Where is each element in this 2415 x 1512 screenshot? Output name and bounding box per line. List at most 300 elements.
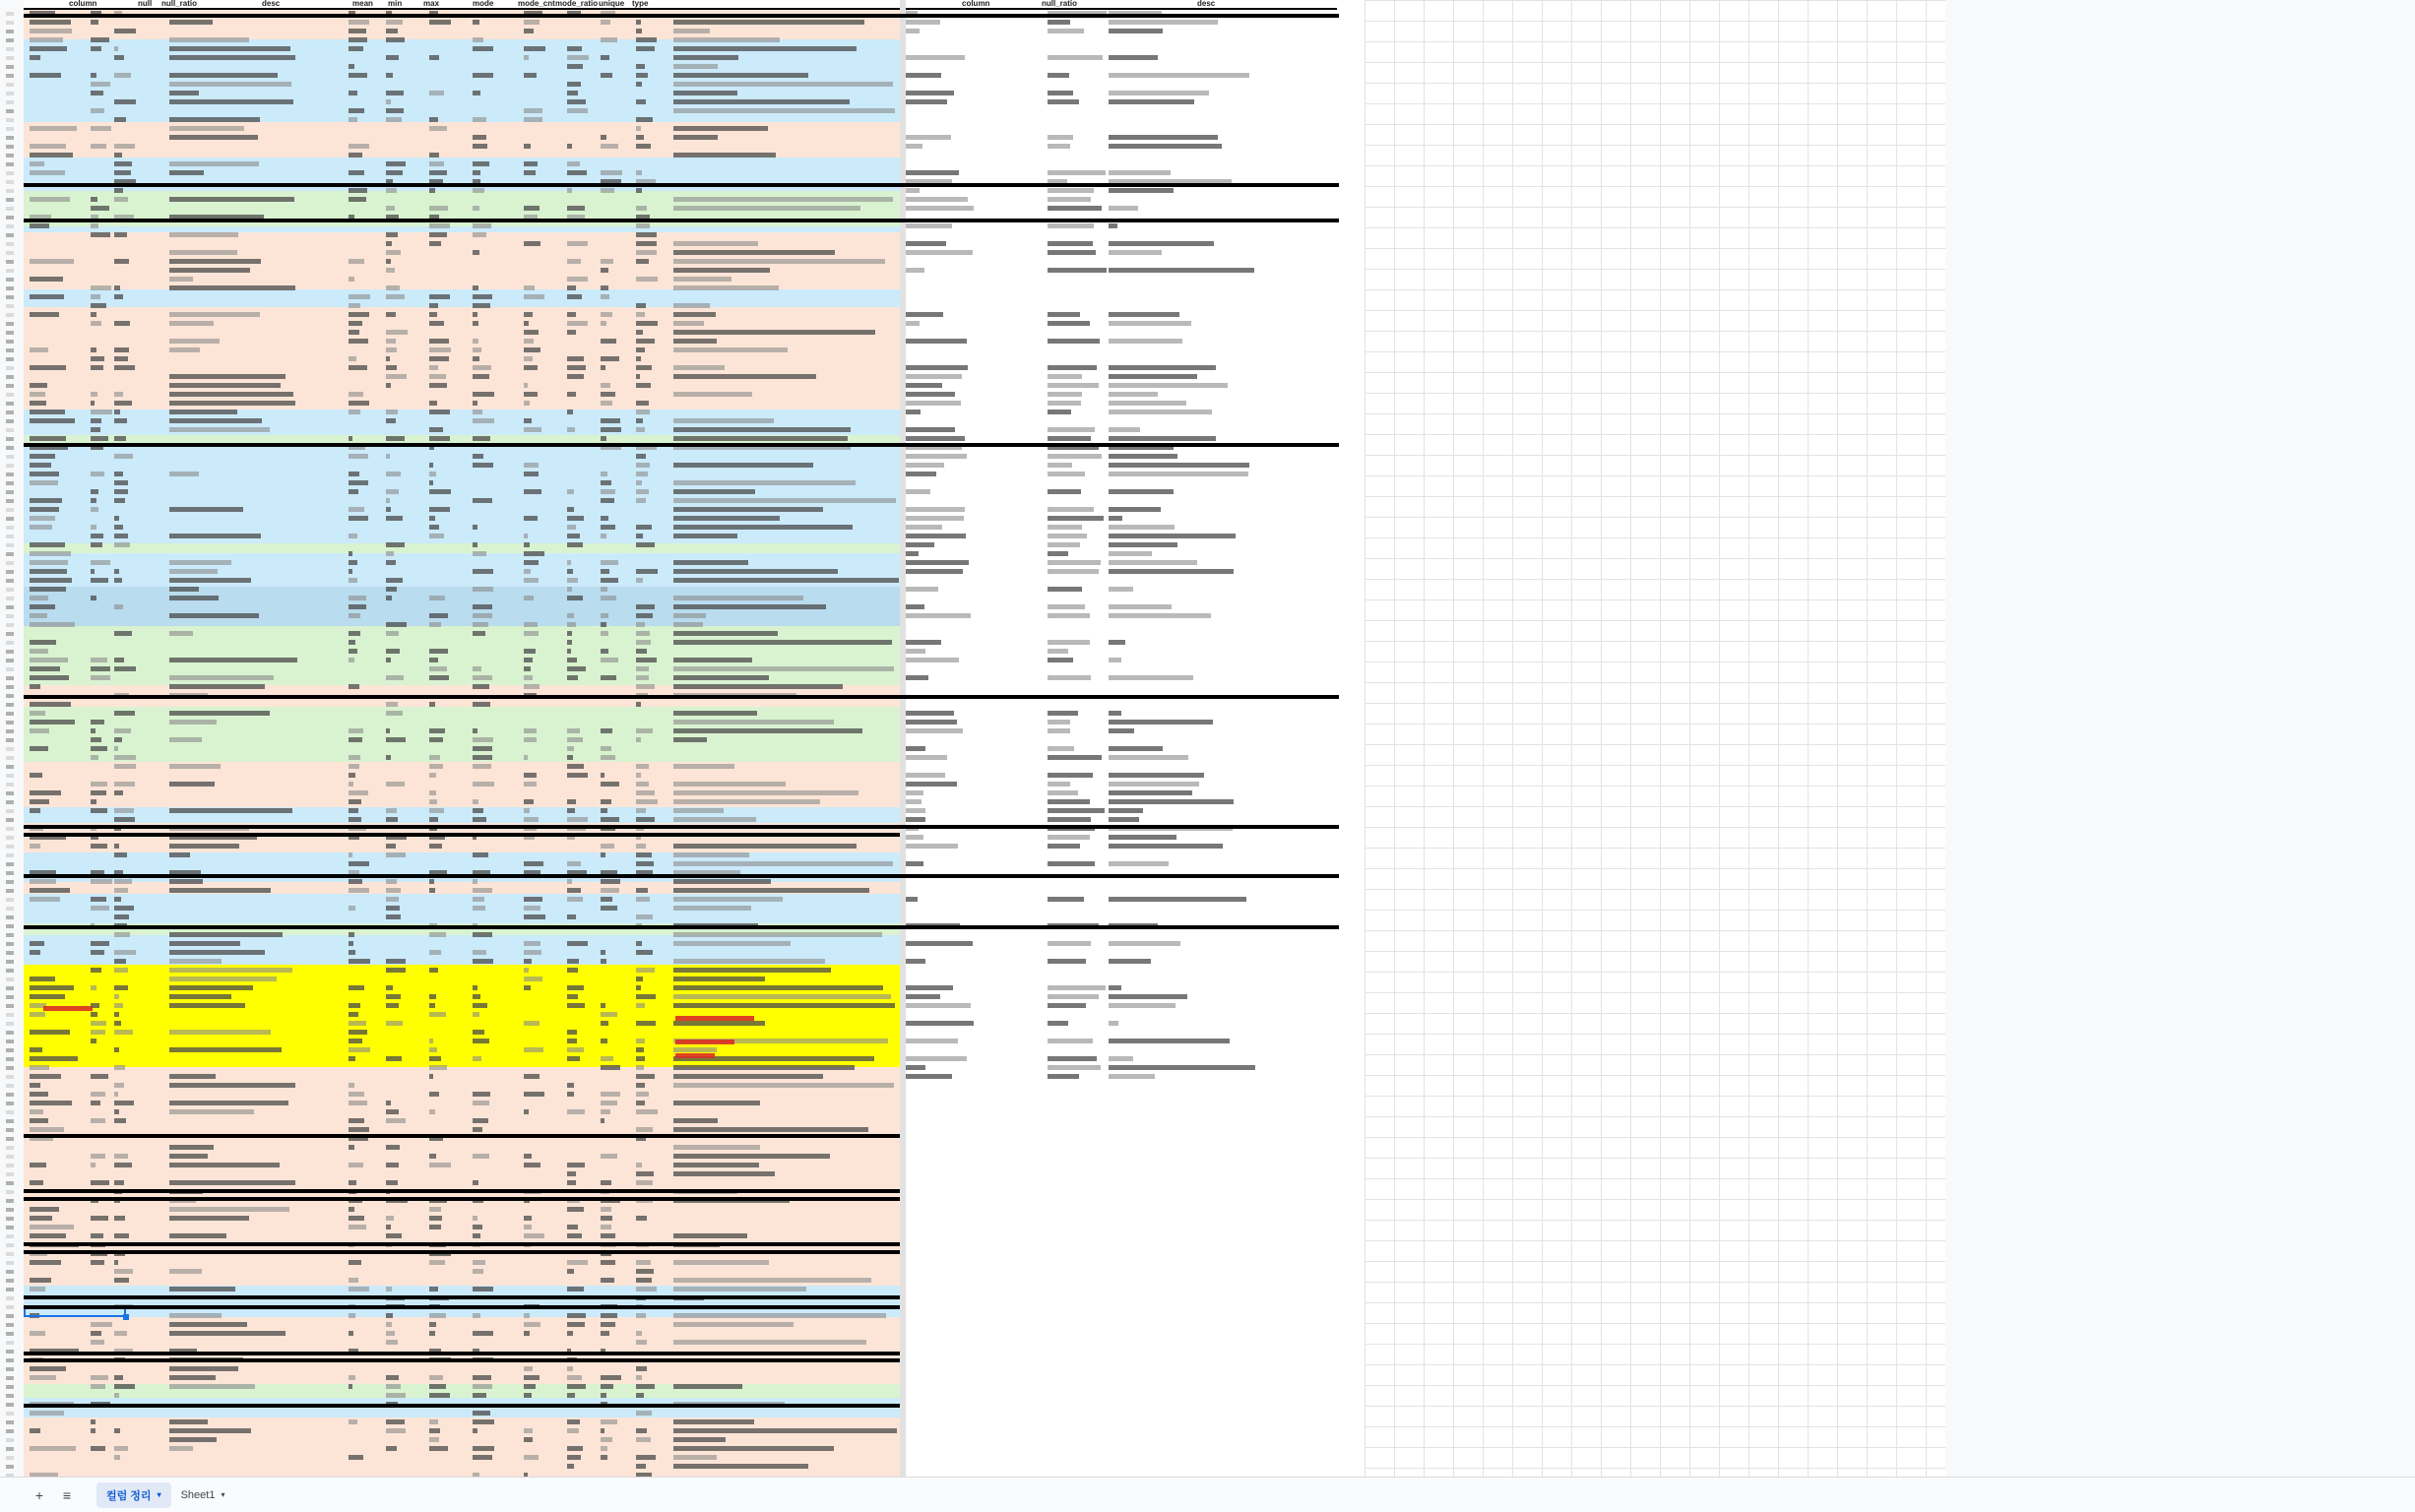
- summary-row[interactable]: [902, 1038, 1365, 1045]
- table-row[interactable]: [24, 1374, 900, 1382]
- table-row[interactable]: [24, 727, 900, 735]
- summary-row[interactable]: [902, 541, 1365, 549]
- summary-row[interactable]: [902, 19, 1365, 27]
- row-number[interactable]: [6, 1199, 14, 1203]
- table-row[interactable]: [24, 90, 900, 97]
- table-row[interactable]: [24, 595, 900, 602]
- row-number[interactable]: [6, 526, 14, 530]
- row-number[interactable]: [6, 464, 14, 468]
- summary-row[interactable]: [902, 958, 1365, 966]
- table-row[interactable]: [24, 1410, 900, 1418]
- table-row[interactable]: [24, 878, 900, 886]
- col-header-mode-cnt[interactable]: mode_cnt: [518, 0, 555, 8]
- row-number[interactable]: [6, 428, 14, 432]
- row-number[interactable]: [6, 269, 14, 273]
- summary-row[interactable]: [902, 364, 1365, 372]
- summary-row[interactable]: [902, 834, 1365, 842]
- summary-row[interactable]: [902, 453, 1365, 461]
- table-row[interactable]: [24, 169, 900, 177]
- row-number[interactable]: [6, 481, 14, 485]
- row-number[interactable]: [6, 1040, 14, 1043]
- table-row[interactable]: [24, 196, 900, 204]
- table-row[interactable]: [24, 719, 900, 726]
- row-number[interactable]: [6, 1181, 14, 1185]
- row-number[interactable]: [6, 1438, 14, 1442]
- summary-row[interactable]: [902, 187, 1365, 195]
- row-number[interactable]: [6, 286, 14, 290]
- table-row[interactable]: [24, 914, 900, 921]
- row-number[interactable]: [6, 535, 14, 538]
- table-row[interactable]: [24, 1277, 900, 1285]
- table-row[interactable]: [24, 1029, 900, 1037]
- right-col-header-null-ratio[interactable]: null_ratio: [1042, 0, 1078, 8]
- table-row[interactable]: [24, 896, 900, 904]
- row-number[interactable]: [6, 650, 14, 654]
- row-number[interactable]: [6, 791, 14, 795]
- table-row[interactable]: [24, 1144, 900, 1152]
- summary-row[interactable]: [902, 896, 1365, 904]
- summary-row[interactable]: [902, 719, 1365, 726]
- row-number[interactable]: [6, 1004, 14, 1008]
- row-number[interactable]: [6, 233, 14, 237]
- row-number[interactable]: [6, 118, 14, 122]
- summary-row[interactable]: [902, 311, 1365, 319]
- summary-row[interactable]: [902, 781, 1365, 788]
- row-number[interactable]: [6, 951, 14, 955]
- summary-row[interactable]: [902, 72, 1365, 80]
- summary-row[interactable]: [902, 488, 1365, 496]
- table-row[interactable]: [24, 1312, 900, 1320]
- summary-row[interactable]: [902, 843, 1365, 850]
- row-number[interactable]: [6, 331, 14, 335]
- row-number[interactable]: [6, 1084, 14, 1088]
- row-number[interactable]: [6, 1172, 14, 1176]
- row-number[interactable]: [6, 1420, 14, 1424]
- fill-handle[interactable]: [123, 1314, 129, 1320]
- row-number[interactable]: [6, 1296, 14, 1300]
- table-row[interactable]: [24, 1038, 900, 1045]
- row-number[interactable]: [6, 1332, 14, 1336]
- summary-row[interactable]: [902, 143, 1365, 151]
- summary-row[interactable]: [902, 196, 1365, 204]
- table-row[interactable]: [24, 1215, 900, 1223]
- summary-row[interactable]: [902, 603, 1365, 611]
- table-row[interactable]: [24, 710, 900, 718]
- table-row[interactable]: [24, 488, 900, 496]
- row-number[interactable]: [6, 12, 14, 16]
- row-number[interactable]: [6, 189, 14, 193]
- table-row[interactable]: [24, 98, 900, 106]
- table-row[interactable]: [24, 240, 900, 248]
- summary-row[interactable]: [902, 816, 1365, 824]
- add-sheet-button[interactable]: [28, 1483, 51, 1507]
- row-number[interactable]: [6, 836, 14, 840]
- row-number[interactable]: [6, 1323, 14, 1327]
- summary-row[interactable]: [902, 586, 1365, 594]
- row-number[interactable]: [6, 499, 14, 503]
- table-row[interactable]: [24, 1179, 900, 1187]
- table-row[interactable]: [24, 657, 900, 664]
- row-number[interactable]: [6, 410, 14, 414]
- row-number[interactable]: [6, 977, 14, 981]
- row-header-column[interactable]: [0, 0, 25, 1477]
- row-number[interactable]: [6, 313, 14, 317]
- table-row[interactable]: [24, 1170, 900, 1178]
- table-row[interactable]: [24, 674, 900, 682]
- table-row[interactable]: [24, 533, 900, 540]
- table-row[interactable]: [24, 143, 900, 151]
- table-row[interactable]: [24, 630, 900, 638]
- summary-row[interactable]: [902, 1002, 1365, 1010]
- row-number[interactable]: [6, 995, 14, 999]
- row-number[interactable]: [6, 136, 14, 140]
- col-header-mean[interactable]: mean: [352, 0, 373, 8]
- sheet-tab-sheet1[interactable]: [171, 1482, 235, 1508]
- row-number[interactable]: [6, 1234, 14, 1238]
- table-row[interactable]: [24, 958, 900, 966]
- row-number[interactable]: [6, 853, 14, 857]
- row-number[interactable]: [6, 747, 14, 751]
- row-number[interactable]: [6, 83, 14, 87]
- table-row[interactable]: [24, 1153, 900, 1161]
- all-sheets-button[interactable]: [55, 1483, 79, 1507]
- row-number[interactable]: [6, 1013, 14, 1017]
- row-number[interactable]: [6, 260, 14, 264]
- row-number[interactable]: [6, 100, 14, 104]
- col-header-mode-ratio[interactable]: mode_ratio: [555, 0, 599, 8]
- table-row[interactable]: [24, 1224, 900, 1231]
- row-number[interactable]: [6, 1305, 14, 1309]
- table-row[interactable]: [24, 36, 900, 44]
- table-row[interactable]: [24, 621, 900, 629]
- row-number[interactable]: [6, 304, 14, 308]
- summary-row[interactable]: [902, 772, 1365, 780]
- summary-row[interactable]: [902, 338, 1365, 346]
- row-number[interactable]: [6, 171, 14, 175]
- summary-row[interactable]: [902, 745, 1365, 753]
- table-row[interactable]: [24, 293, 900, 301]
- table-row[interactable]: [24, 107, 900, 115]
- row-number[interactable]: [6, 402, 14, 406]
- summary-row[interactable]: [902, 860, 1365, 868]
- row-number[interactable]: [6, 1447, 14, 1451]
- row-number[interactable]: [6, 21, 14, 25]
- table-row[interactable]: [24, 302, 900, 310]
- right-col-header-desc[interactable]: desc: [1197, 0, 1216, 8]
- row-number[interactable]: [6, 774, 14, 778]
- table-row[interactable]: [24, 338, 900, 346]
- table-row[interactable]: [24, 798, 900, 806]
- table-row[interactable]: [24, 1463, 900, 1471]
- table-row[interactable]: [24, 355, 900, 363]
- row-number[interactable]: [6, 1456, 14, 1460]
- summary-row[interactable]: [902, 240, 1365, 248]
- row-number[interactable]: [6, 809, 14, 813]
- table-row[interactable]: [24, 701, 900, 709]
- row-number[interactable]: [6, 1155, 14, 1159]
- table-row[interactable]: [24, 152, 900, 159]
- table-row[interactable]: [24, 1392, 900, 1400]
- row-number[interactable]: [6, 508, 14, 512]
- table-row[interactable]: [24, 497, 900, 505]
- row-number[interactable]: [6, 641, 14, 645]
- table-row[interactable]: [24, 905, 900, 913]
- table-row[interactable]: [24, 284, 900, 292]
- table-row[interactable]: [24, 160, 900, 168]
- table-row[interactable]: [24, 745, 900, 753]
- table-row[interactable]: [24, 754, 900, 762]
- summary-row[interactable]: [902, 710, 1365, 718]
- row-number[interactable]: [6, 561, 14, 565]
- table-row[interactable]: [24, 72, 900, 80]
- row-number[interactable]: [6, 659, 14, 662]
- row-number[interactable]: [6, 1208, 14, 1212]
- summary-row[interactable]: [902, 462, 1365, 470]
- row-number[interactable]: [6, 729, 14, 733]
- table-row[interactable]: [24, 577, 900, 585]
- table-row[interactable]: [24, 1454, 900, 1462]
- table-row[interactable]: [24, 807, 900, 815]
- table-row[interactable]: [24, 1073, 900, 1081]
- row-number[interactable]: [6, 969, 14, 973]
- summary-row[interactable]: [902, 1073, 1365, 1081]
- row-number[interactable]: [6, 1022, 14, 1026]
- table-row[interactable]: [24, 1321, 900, 1329]
- table-row[interactable]: [24, 772, 900, 780]
- row-number[interactable]: [6, 1394, 14, 1398]
- row-number[interactable]: [6, 933, 14, 937]
- col-header-min[interactable]: min: [388, 0, 403, 8]
- row-number[interactable]: [6, 251, 14, 255]
- row-number[interactable]: [6, 1128, 14, 1132]
- summary-row[interactable]: [902, 435, 1365, 443]
- summary-row[interactable]: [902, 798, 1365, 806]
- row-number[interactable]: [6, 676, 14, 680]
- col-header-mode[interactable]: mode: [473, 0, 494, 8]
- table-row[interactable]: [24, 816, 900, 824]
- table-row[interactable]: [24, 976, 900, 983]
- table-row[interactable]: [24, 435, 900, 443]
- row-number[interactable]: [6, 1279, 14, 1283]
- table-row[interactable]: [24, 63, 900, 71]
- row-number[interactable]: [6, 1465, 14, 1469]
- table-row[interactable]: [24, 559, 900, 567]
- summary-row[interactable]: [902, 409, 1365, 416]
- table-row[interactable]: [24, 54, 900, 62]
- table-row[interactable]: [24, 1055, 900, 1063]
- row-number[interactable]: [6, 924, 14, 928]
- table-row[interactable]: [24, 19, 900, 27]
- table-row[interactable]: [24, 453, 900, 461]
- table-row[interactable]: [24, 1011, 900, 1019]
- table-row[interactable]: [24, 479, 900, 487]
- row-number[interactable]: [6, 1164, 14, 1167]
- row-number[interactable]: [6, 543, 14, 547]
- row-number[interactable]: [6, 162, 14, 166]
- col-header-unique[interactable]: unique: [599, 0, 625, 8]
- summary-row[interactable]: [902, 533, 1365, 540]
- empty-cells-area[interactable]: [1365, 0, 1945, 1477]
- summary-row[interactable]: [902, 807, 1365, 815]
- table-row[interactable]: [24, 1100, 900, 1107]
- summary-row[interactable]: [902, 373, 1365, 381]
- row-number[interactable]: [6, 588, 14, 592]
- table-row[interactable]: [24, 400, 900, 408]
- row-number[interactable]: [6, 667, 14, 671]
- row-number[interactable]: [6, 579, 14, 583]
- table-row[interactable]: [24, 1259, 900, 1267]
- row-number[interactable]: [6, 1385, 14, 1389]
- row-number[interactable]: [6, 605, 14, 609]
- table-row[interactable]: [24, 1117, 900, 1125]
- chevron-down-icon[interactable]: ▾: [157, 1490, 161, 1499]
- table-row[interactable]: [24, 258, 900, 266]
- row-number[interactable]: [6, 623, 14, 627]
- summary-row[interactable]: [902, 134, 1365, 142]
- summary-row[interactable]: [902, 426, 1365, 434]
- sheet-content[interactable]: [24, 10, 900, 1477]
- summary-row[interactable]: [902, 754, 1365, 762]
- row-number[interactable]: [6, 1243, 14, 1247]
- summary-row[interactable]: [902, 612, 1365, 620]
- table-row[interactable]: [24, 1339, 900, 1347]
- row-number[interactable]: [6, 1110, 14, 1114]
- row-number[interactable]: [6, 145, 14, 149]
- table-row[interactable]: [24, 1020, 900, 1028]
- table-row[interactable]: [24, 1108, 900, 1116]
- row-number[interactable]: [6, 721, 14, 724]
- row-number[interactable]: [6, 224, 14, 228]
- row-number[interactable]: [6, 357, 14, 361]
- summary-row[interactable]: [902, 222, 1365, 230]
- table-row[interactable]: [24, 1162, 900, 1169]
- summary-row[interactable]: [902, 984, 1365, 992]
- row-number[interactable]: [6, 198, 14, 202]
- row-number[interactable]: [6, 1093, 14, 1097]
- row-number[interactable]: [6, 322, 14, 326]
- summary-row[interactable]: [902, 205, 1365, 213]
- table-row[interactable]: [24, 860, 900, 868]
- row-number[interactable]: [6, 384, 14, 388]
- table-row[interactable]: [24, 541, 900, 549]
- row-number[interactable]: [6, 1057, 14, 1061]
- row-number[interactable]: [6, 1261, 14, 1265]
- row-number[interactable]: [6, 712, 14, 716]
- summary-row[interactable]: [902, 515, 1365, 523]
- row-number[interactable]: [6, 1252, 14, 1256]
- table-row[interactable]: [24, 967, 900, 975]
- row-number[interactable]: [6, 1146, 14, 1150]
- table-row[interactable]: [24, 1427, 900, 1435]
- table-row[interactable]: [24, 462, 900, 470]
- summary-row[interactable]: [902, 391, 1365, 399]
- row-number[interactable]: [6, 1137, 14, 1141]
- summary-row[interactable]: [902, 639, 1365, 647]
- table-row[interactable]: [24, 1046, 900, 1054]
- table-row[interactable]: [24, 1091, 900, 1099]
- row-number[interactable]: [6, 366, 14, 370]
- row-number[interactable]: [6, 907, 14, 911]
- table-row[interactable]: [24, 311, 900, 319]
- table-row[interactable]: [24, 205, 900, 213]
- summary-row[interactable]: [902, 657, 1365, 664]
- table-row[interactable]: [24, 81, 900, 89]
- table-row[interactable]: [24, 1383, 900, 1391]
- table-row[interactable]: [24, 949, 900, 957]
- table-row[interactable]: [24, 1268, 900, 1276]
- summary-row[interactable]: [902, 320, 1365, 328]
- row-number[interactable]: [6, 694, 14, 698]
- col-header-column[interactable]: column: [69, 0, 97, 8]
- row-number[interactable]: [6, 278, 14, 282]
- row-number[interactable]: [6, 180, 14, 184]
- summary-row[interactable]: [902, 559, 1365, 567]
- row-number[interactable]: [6, 756, 14, 760]
- row-number[interactable]: [6, 1367, 14, 1371]
- row-number[interactable]: [6, 47, 14, 51]
- row-number[interactable]: [6, 446, 14, 450]
- row-number[interactable]: [6, 1314, 14, 1318]
- row-number[interactable]: [6, 1403, 14, 1407]
- table-row[interactable]: [24, 586, 900, 594]
- table-row[interactable]: [24, 1002, 900, 1010]
- col-header-desc[interactable]: desc: [262, 0, 281, 8]
- summary-row[interactable]: [902, 54, 1365, 62]
- summary-row[interactable]: [902, 648, 1365, 656]
- row-number[interactable]: [6, 1217, 14, 1221]
- chevron-down-icon[interactable]: ▾: [221, 1490, 225, 1499]
- table-row[interactable]: [24, 931, 900, 939]
- table-row[interactable]: [24, 471, 900, 478]
- row-number[interactable]: [6, 340, 14, 344]
- row-number[interactable]: [6, 109, 14, 113]
- summary-row[interactable]: [902, 28, 1365, 35]
- row-number[interactable]: [6, 517, 14, 521]
- row-number[interactable]: [6, 703, 14, 707]
- row-number[interactable]: [6, 845, 14, 849]
- table-row[interactable]: [24, 515, 900, 523]
- summary-row[interactable]: [902, 789, 1365, 797]
- table-row[interactable]: [24, 887, 900, 895]
- row-number[interactable]: [6, 986, 14, 990]
- table-row[interactable]: [24, 940, 900, 948]
- row-number[interactable]: [6, 1270, 14, 1274]
- table-row[interactable]: [24, 1206, 900, 1214]
- table-row[interactable]: [24, 45, 900, 53]
- row-number[interactable]: [6, 1412, 14, 1416]
- row-number[interactable]: [6, 127, 14, 131]
- row-number[interactable]: [6, 1288, 14, 1292]
- summary-row[interactable]: [902, 993, 1365, 1001]
- col-header-null[interactable]: null: [138, 0, 153, 8]
- summary-row[interactable]: [902, 471, 1365, 478]
- table-row[interactable]: [24, 249, 900, 257]
- row-number[interactable]: [6, 1190, 14, 1194]
- row-number[interactable]: [6, 1048, 14, 1052]
- row-number[interactable]: [6, 92, 14, 95]
- row-number[interactable]: [6, 1350, 14, 1354]
- row-number[interactable]: [6, 419, 14, 423]
- table-row[interactable]: [24, 276, 900, 284]
- row-number[interactable]: [6, 1066, 14, 1070]
- row-number[interactable]: [6, 1226, 14, 1229]
- table-row[interactable]: [24, 28, 900, 35]
- table-row[interactable]: [24, 231, 900, 239]
- row-number[interactable]: [6, 38, 14, 42]
- table-row[interactable]: [24, 1418, 900, 1426]
- row-number[interactable]: [6, 960, 14, 964]
- row-number[interactable]: [6, 827, 14, 831]
